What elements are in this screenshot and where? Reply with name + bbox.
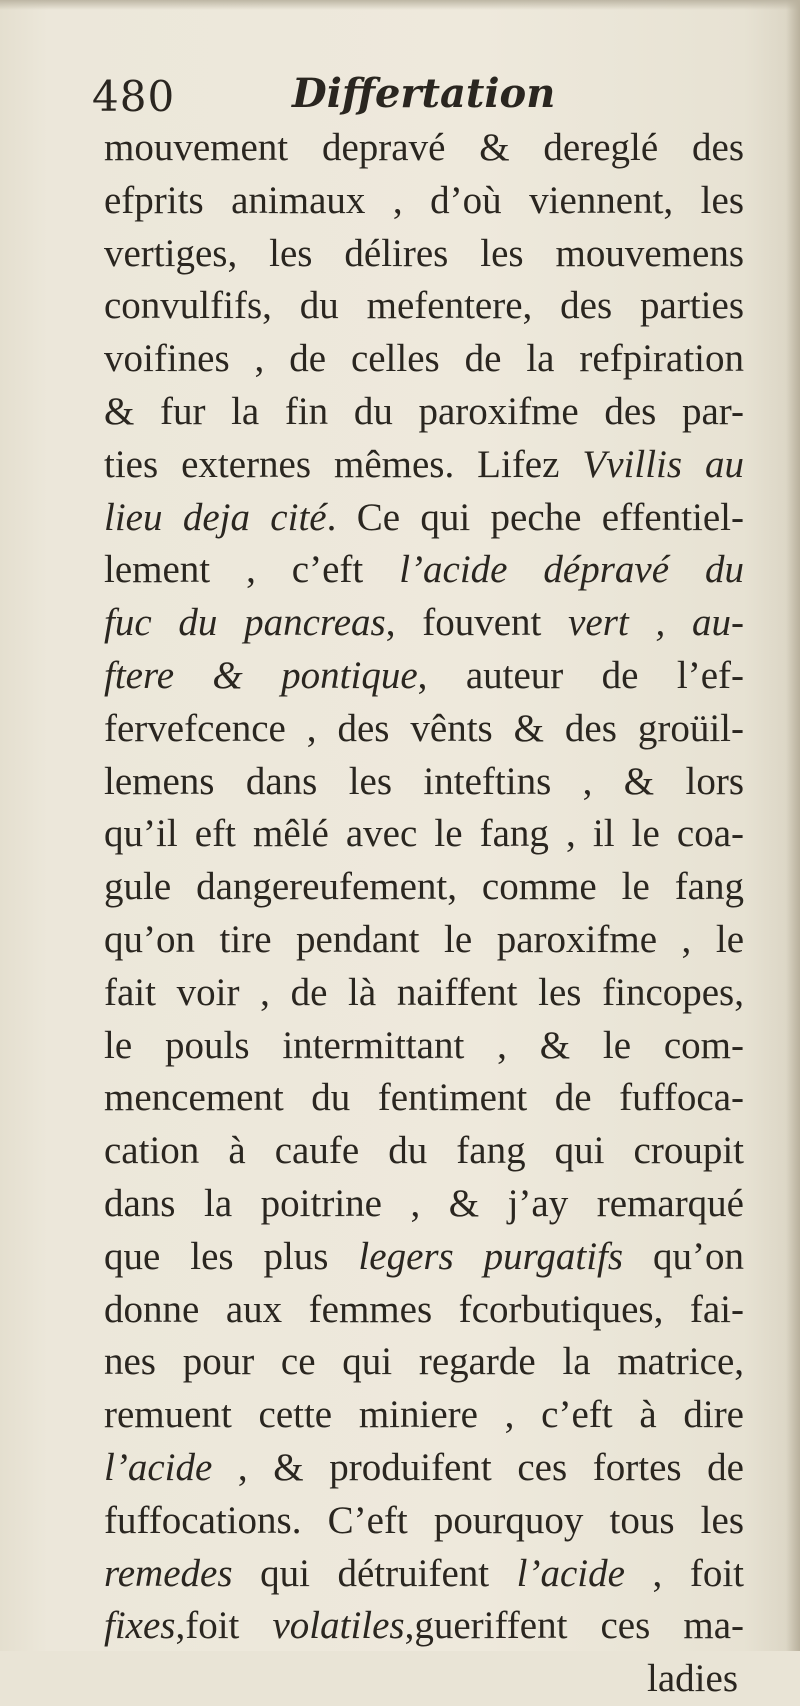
italic-text: lieu deja cité — [104, 495, 327, 539]
italic-text: fixes — [104, 1604, 176, 1648]
text-line — [104, 597, 744, 650]
text-line — [104, 1284, 744, 1337]
text-line — [104, 544, 744, 597]
text-line — [104, 386, 744, 439]
text-line — [104, 1020, 744, 1073]
text-line — [104, 1495, 744, 1548]
text-segment: mencement du fentiment de fuffoca- — [104, 1076, 744, 1120]
text-segment: vertiges, les délires les mouvemens — [104, 231, 744, 275]
text-line — [104, 333, 744, 386]
text-segment: remuent cette miniere , c’eft à dire — [104, 1393, 744, 1437]
text-segment: nes pour ce qui regarde la matrice, — [104, 1340, 744, 1384]
text-segment: ,foit — [175, 1604, 273, 1648]
text-segment: fervefcence , des vênts & des groüil- — [104, 706, 744, 750]
text-segment: ties externes mêmes. Lifez — [104, 442, 583, 486]
text-line — [104, 703, 744, 756]
text-segment: qui détruifent — [232, 1551, 517, 1595]
text-segment: donne aux femmes fcorbutiques, fai- — [104, 1287, 744, 1331]
italic-text: remedes — [104, 1551, 233, 1595]
text-segment: qu’on — [623, 1234, 744, 1278]
text-segment: fait voir , de là naiffent les fincopes, — [104, 970, 744, 1014]
text-line — [104, 1442, 744, 1495]
text-line — [104, 1231, 744, 1284]
page-header — [92, 68, 732, 124]
text-line — [104, 1600, 744, 1653]
italic-text: legers purgatifs — [358, 1234, 624, 1278]
text-segment: , foit — [624, 1551, 744, 1595]
text-segment: efprits animaux , d’où viennent, les — [104, 178, 744, 222]
text-segment: qu’il eft mêlé avec le fang , il le coa- — [104, 812, 744, 856]
text-line — [104, 1072, 744, 1125]
text-segment: . Ce qui peche effentiel- — [326, 495, 744, 539]
text-segment: voifines , de celles de la refpiration — [104, 337, 744, 381]
text-line — [104, 1548, 744, 1601]
text-segment: convulfifs, du mefentere, des parties — [104, 284, 744, 328]
text-line — [104, 914, 744, 967]
text-segment: , auteur de l’ef- — [417, 653, 744, 697]
italic-text: l’acide — [104, 1445, 213, 1489]
text-line — [104, 967, 744, 1020]
text-segment: dans la poitrine , & j’ay remarqué — [104, 1181, 744, 1225]
italic-text: vert , au- — [568, 601, 744, 645]
text-line — [104, 650, 744, 703]
body-text — [104, 122, 744, 1706]
text-segment: fuffocations. C’eft pourquoy tous les — [104, 1498, 744, 1542]
page-top-shadow — [0, 0, 800, 10]
text-line — [104, 439, 744, 492]
text-line — [104, 756, 744, 809]
text-line — [104, 122, 744, 175]
text-segment: lemens dans les inteftins , & lors — [104, 759, 744, 803]
text-line — [104, 1178, 744, 1231]
text-segment: gule dangereufement, comme le fang — [104, 865, 744, 909]
text-segment: que les plus — [104, 1234, 359, 1278]
text-segment: , fouvent — [385, 601, 569, 645]
text-segment: , & produifent ces fortes de — [212, 1445, 744, 1489]
text-line — [104, 808, 744, 861]
text-line — [104, 1125, 744, 1178]
text-segment: ladies — [647, 1657, 738, 1701]
text-segment: ,gueriffent ces ma- — [404, 1604, 744, 1648]
page-gutter-shadow — [786, 0, 800, 1651]
text-segment: lement , c’eft — [104, 548, 400, 592]
text-segment: mouvement depravé & dereglé des — [104, 126, 744, 169]
text-segment: cation à caufe du fang qui croupit — [104, 1129, 744, 1173]
text-line — [104, 492, 744, 545]
text-segment: qu’on tire pendant le paroxifme , le — [104, 917, 744, 961]
italic-text: Vvillis au — [582, 442, 744, 486]
text-line — [104, 1389, 744, 1442]
italic-text: l’acide — [516, 1551, 625, 1595]
text-line — [104, 175, 744, 228]
catchword-line — [104, 1653, 744, 1706]
italic-text: l’acide dépravé du — [399, 548, 744, 592]
running-title: Differtation — [292, 70, 556, 117]
text-line — [104, 228, 744, 281]
italic-text: ftere & pontique — [104, 653, 418, 697]
page-number: 480 — [92, 72, 176, 121]
text-line — [104, 1336, 744, 1389]
text-line — [104, 861, 744, 914]
text-segment: & fur la fin du paroxifme des par- — [104, 389, 744, 433]
text-segment: le pouls intermittant , & le com- — [104, 1023, 744, 1067]
italic-text: volatiles — [272, 1604, 405, 1648]
italic-text: fuc du pancreas — [104, 601, 386, 645]
text-line — [104, 280, 744, 333]
